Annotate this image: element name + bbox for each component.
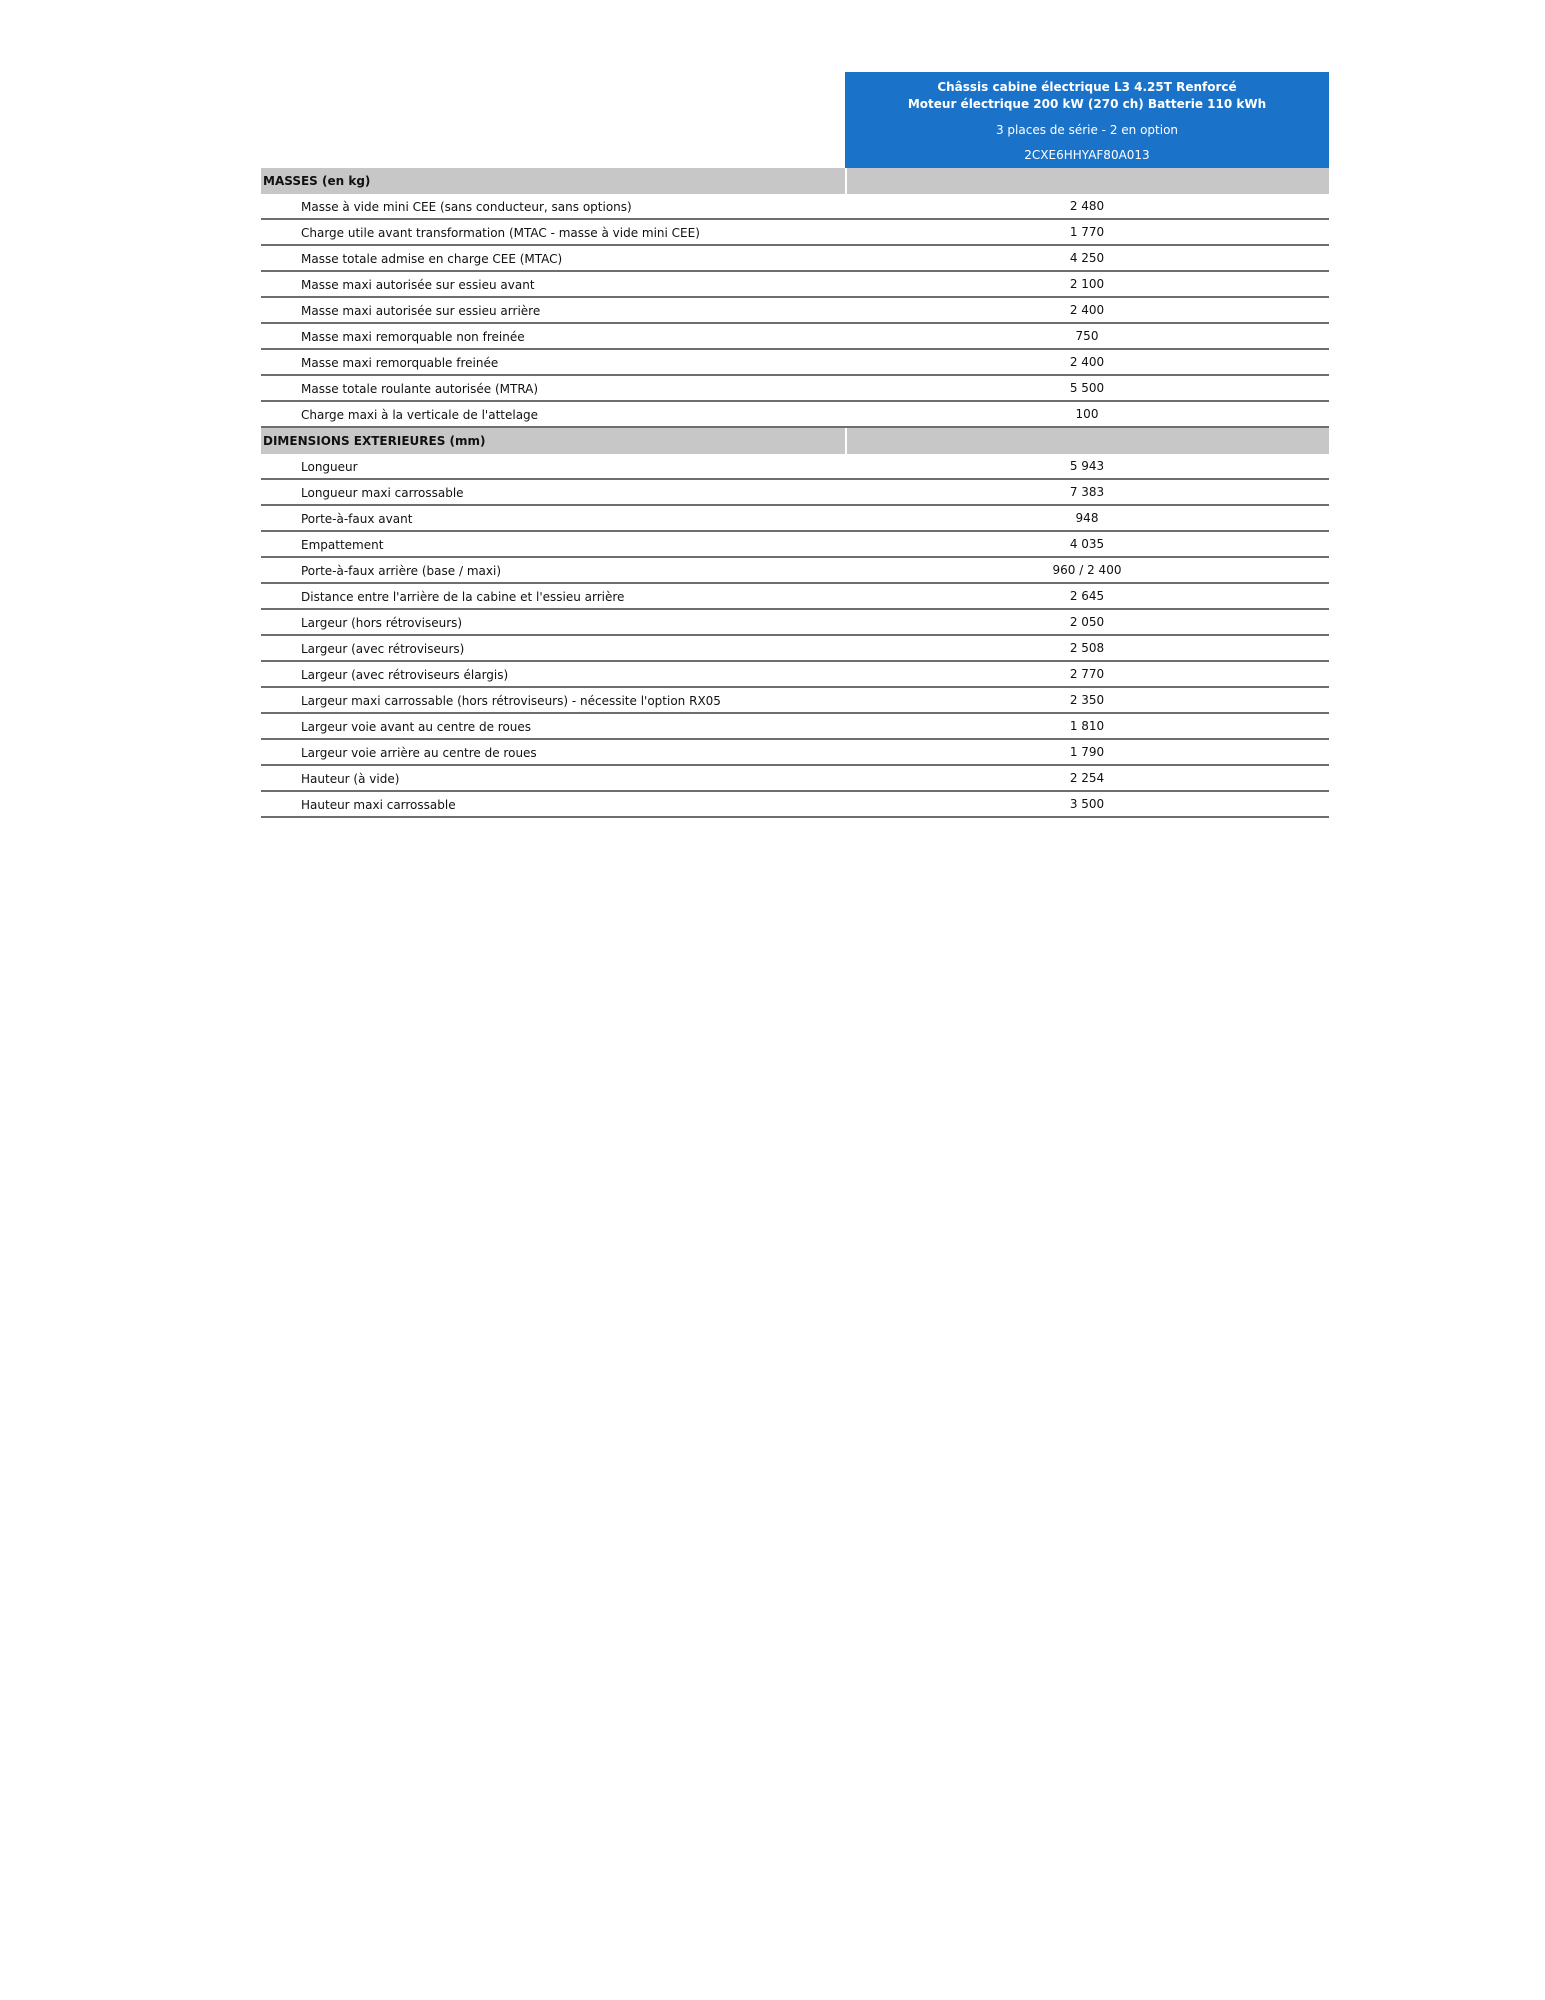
table-row	[261, 298, 1329, 324]
table-row	[261, 714, 1329, 740]
row-value: 2 400	[1069, 355, 1105, 369]
row-label: Porte-à-faux arrière (base / maxi)	[301, 564, 501, 578]
row-value: 2 480	[1069, 199, 1105, 213]
row-label: Masse totale admise en charge CEE (MTAC)	[301, 252, 563, 266]
row-value: 5 500	[1069, 381, 1105, 395]
row-label: Masse maxi autorisée sur essieu avant	[301, 278, 535, 292]
table-row	[261, 220, 1329, 246]
row-value: 2 508	[1069, 641, 1105, 655]
row-label: Hauteur (à vide)	[301, 772, 400, 786]
row-value: 750	[1075, 329, 1099, 343]
row-value: 2 050	[1069, 615, 1105, 629]
row-value: 7 383	[1069, 485, 1105, 499]
row-label: Largeur voie arrière au centre de roues	[301, 746, 537, 760]
row-label: Masse à vide mini CEE (sans conducteur, sans options)	[301, 200, 632, 214]
table-row	[261, 766, 1329, 792]
row-label: Empattement	[301, 538, 384, 552]
table-row	[261, 688, 1329, 714]
table-row	[261, 324, 1329, 350]
row-value: 2 350	[1069, 693, 1105, 707]
table-row	[261, 454, 1329, 480]
table-row	[261, 402, 1329, 428]
model-title-line-1: Châssis cabine électrique L3 4.25T Renforcé	[937, 80, 1237, 94]
spec-sheet	[261, 72, 1329, 818]
row-label: Largeur (hors rétroviseurs)	[301, 616, 463, 630]
table-row	[261, 584, 1329, 610]
table-row	[261, 350, 1329, 376]
row-label: Largeur (avec rétroviseurs)	[301, 642, 465, 656]
table-row	[261, 376, 1329, 402]
row-value: 2 645	[1069, 589, 1105, 603]
row-label: Longueur	[301, 460, 358, 474]
row-label: Masse maxi autorisée sur essieu arrière	[301, 304, 541, 318]
row-value: 948	[1075, 511, 1099, 525]
seating-info: 3 places de série - 2 en option	[995, 123, 1179, 137]
row-label: Distance entre l'arrière de la cabine et l'essieu arrière	[301, 590, 625, 604]
model-title-line-2: Moteur électrique 200 kW (270 ch) Batterie 110 kWh	[907, 97, 1267, 111]
table-row	[261, 480, 1329, 506]
table-row	[261, 532, 1329, 558]
table-row	[261, 636, 1329, 662]
row-value: 5 943	[1069, 459, 1105, 473]
section-title: MASSES (en kg)	[263, 174, 371, 188]
row-value: 4 250	[1069, 251, 1105, 265]
row-value: 1 810	[1069, 719, 1105, 733]
model-header	[845, 72, 1329, 168]
table-row	[261, 610, 1329, 636]
row-label: Largeur maxi carrossable (hors rétroviseurs) - nécessite l'option RX05	[301, 694, 721, 708]
row-label: Hauteur maxi carrossable	[301, 798, 456, 812]
table-row	[261, 662, 1329, 688]
row-label: Masse maxi remorquable freinée	[301, 356, 499, 370]
row-label: Largeur voie avant au centre de roues	[301, 720, 532, 734]
row-label: Longueur maxi carrossable	[301, 486, 464, 500]
table-row	[261, 506, 1329, 532]
row-label: Charge maxi à la verticale de l'attelage	[301, 408, 539, 422]
table-row	[261, 246, 1329, 272]
row-value: 4 035	[1069, 537, 1105, 551]
section-title: DIMENSIONS EXTERIEURES (mm)	[263, 434, 486, 448]
row-label: Charge utile avant transformation (MTAC - masse à vide mini CEE)	[301, 226, 700, 240]
table-row	[261, 272, 1329, 298]
spec-table	[261, 168, 1329, 818]
row-value: 2 400	[1069, 303, 1105, 317]
section-header	[261, 168, 1329, 194]
row-value: 2 254	[1069, 771, 1105, 785]
row-value: 1 770	[1069, 225, 1105, 239]
row-value: 1 790	[1069, 745, 1105, 759]
section-value-cell	[847, 168, 1329, 194]
row-value: 2 770	[1069, 667, 1105, 681]
row-label: Largeur (avec rétroviseurs élargis)	[301, 668, 509, 682]
row-label: Masse maxi remorquable non freinée	[301, 330, 525, 344]
model-code: 2CXE6HHYAF80A013	[1024, 148, 1150, 162]
section-value-cell	[847, 428, 1329, 454]
section-header	[261, 428, 1329, 454]
table-row	[261, 558, 1329, 584]
row-value: 2 100	[1069, 277, 1105, 291]
table-row	[261, 740, 1329, 766]
row-label: Masse totale roulante autorisée (MTRA)	[301, 382, 539, 396]
row-value: 3 500	[1069, 797, 1105, 811]
table-row	[261, 194, 1329, 220]
row-value: 960 / 2 400	[1052, 563, 1122, 577]
row-label: Porte-à-faux avant	[301, 512, 413, 526]
row-value: 100	[1075, 407, 1099, 421]
table-row	[261, 792, 1329, 818]
